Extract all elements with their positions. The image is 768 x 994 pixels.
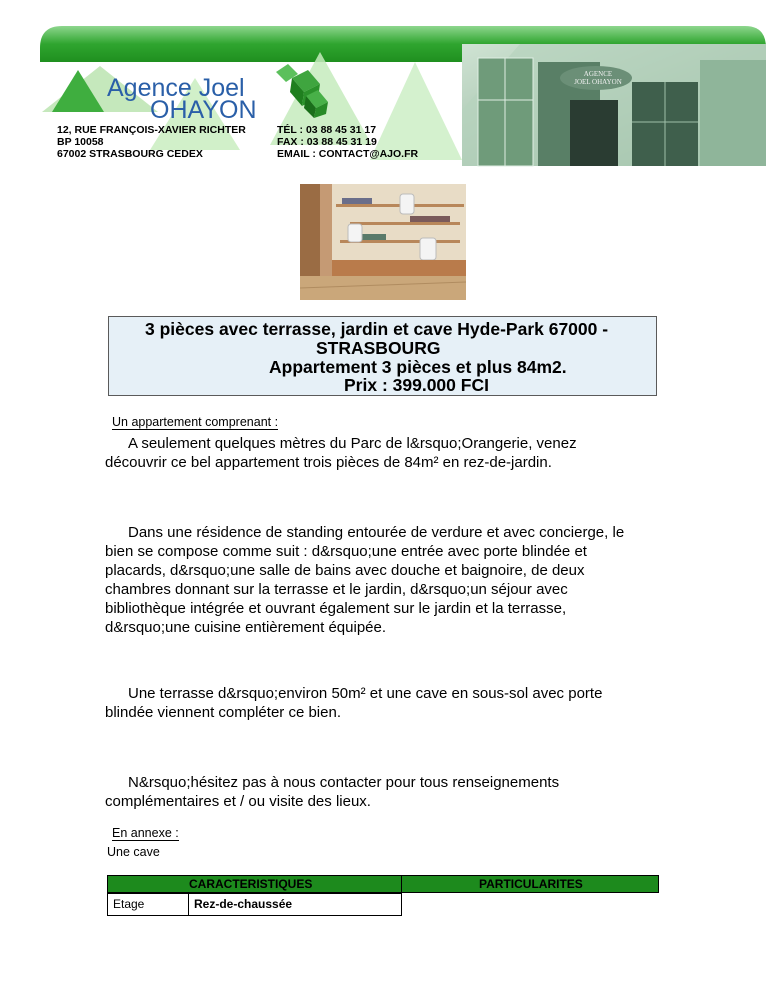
paragraph-3: Une terrasse d&rsquo;environ 50m² et une cave en sous-sol avec porte blindée viennent compléter ce bien. <box>105 685 603 721</box>
table-header-particularites: PARTICULARITES <box>401 875 659 893</box>
annexe-value: Une cave <box>107 845 160 859</box>
header-banner <box>0 0 768 170</box>
paragraph-4: N&rsquo;hésitez pas à nous contacter pour tous renseignements complémentaires et / ou visite des lieux. <box>105 774 560 810</box>
description-label: Un appartement comprenant : <box>112 415 279 429</box>
table-cell-label: Etage <box>107 893 189 916</box>
property-photo <box>300 184 466 300</box>
paragraph-2: Dans une résidence de standing entourée de verdure et avec concierge, le bien se compose comme suit : d&rsquo;une entrée avec porte blindée et placards, d&rsquo;une salle de bains avec douche et baignoire, de deux chambres donnant sur la terrasse et le jardin, d&rsquo;un séjour avec bibliothèque intégrée et ouvrant également sur le jardin et la terrasse, d&rsquo;une cuisine entièrement équipée. <box>105 524 625 636</box>
brand-name-line1: Agence Joel <box>107 74 245 102</box>
address-line-1: 12, RUE FRANÇOIS-XAVIER RICHTER <box>57 124 246 136</box>
annexe-label: En annexe : <box>112 826 179 840</box>
title-line-1: 3 pièces avec terrasse, jardin et cave Hyde-Park 67000 - <box>145 319 609 339</box>
paragraph-1: A seulement quelques mètres du Parc de l&rsquo;Orangerie, venez découvrir ce bel appartement trois pièces de 84m² en rez-de-jardin. <box>105 435 577 471</box>
table-cell-value: Rez-de-chaussée <box>188 893 402 916</box>
address-line-3: 67002 STRASBOURG CEDEX <box>57 148 203 160</box>
fax: FAX : 03 88 45 31 19 <box>277 136 377 148</box>
title-line-3: Appartement 3 pièces et plus 84m2. <box>269 357 567 377</box>
address-line-2: BP 10058 <box>57 136 104 148</box>
title-price: Prix : 399.000 FCI <box>344 375 489 395</box>
email: EMAIL : CONTACT@AJO.FR <box>277 148 419 160</box>
phone: TÉL : 03 88 45 31 17 <box>277 124 377 136</box>
title-line-2: STRASBOURG <box>316 338 441 358</box>
building-sign: AGENCE JOEL OHAYON <box>574 70 622 86</box>
table-header-caracteristiques: CARACTERISTIQUES <box>107 875 402 893</box>
brand-name-line2: OHAYON <box>150 96 257 124</box>
listing-title-box <box>108 316 657 396</box>
